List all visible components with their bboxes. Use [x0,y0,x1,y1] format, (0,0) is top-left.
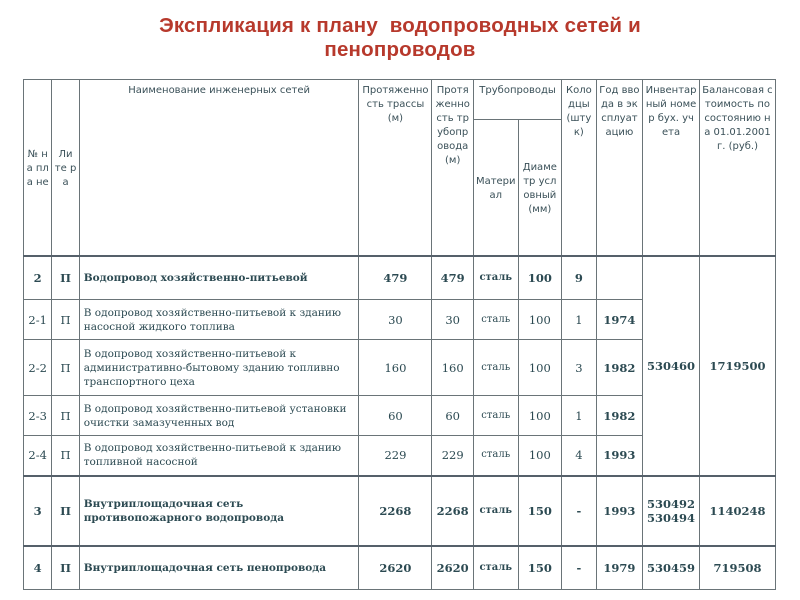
cell-inventory: 530459 [643,546,700,590]
header-num: № на пла не [24,80,52,256]
cell-route-length: 2268 [359,476,432,546]
cell-year: 1993 [596,436,643,476]
header-pipe-length: Протяженность трубопровода (м) [432,80,474,256]
cell-litera: П [52,300,79,340]
cell-name: Внутриплощадочная сеть пенопровода [79,546,359,590]
title-line-2: пенопроводов [324,38,476,61]
cell-diameter: 100 [518,340,562,396]
cell-wells: 4 [562,436,596,476]
cell-name: Водопровод хозяйственно-питьевой [79,256,359,300]
cell-balance-group: 1719500 [699,256,775,476]
cell-litera: П [52,436,79,476]
header-litera: Ли те ра [52,80,79,256]
header-diameter: Диаметр условный (мм) [518,120,562,256]
cell-diameter: 150 [518,476,562,546]
cell-num: 2-3 [24,396,52,436]
header-balance: Балансовая стоимость по состоянию на 01.01.2001г. (руб.) [699,80,775,256]
cell-inventory: 530492 530494 [643,476,700,546]
header-material: Материал [473,120,518,256]
cell-name: В одопровод хозяйственно-питьевой к зданию насосной жидкого топлива [79,300,359,340]
cell-year: 1993 [596,476,643,546]
cell-route-length: 60 [359,396,432,436]
cell-balance: 1140248 [699,476,775,546]
cell-pipe-length: 30 [432,300,474,340]
cell-material: сталь [473,396,518,436]
cell-route-length: 229 [359,436,432,476]
cell-year: 1979 [596,546,643,590]
cell-wells: 1 [562,300,596,340]
cell-litera: П [52,256,79,300]
cell-name: В одопровод хозяйственно-питьевой установки очистки замазученных вод [79,396,359,436]
title-line-1: Экспликация к плану водопроводных сетей и [159,14,641,37]
cell-litera: П [52,476,79,546]
cell-pipe-length: 160 [432,340,474,396]
explication-table [23,79,776,590]
cell-material: сталь [473,436,518,476]
header-row [24,80,776,120]
cell-wells: 9 [562,256,596,300]
cell-pipe-length: 2620 [432,546,474,590]
cell-num: 2 [24,256,52,300]
cell-name: В одопровод хозяйственно-питьевой к зданию топливной насосной [79,436,359,476]
cell-material: сталь [473,476,518,546]
header-pipelines: Трубопроводы [473,80,561,120]
cell-pipe-length: 229 [432,436,474,476]
cell-pipe-length: 479 [432,256,474,300]
cell-route-length: 160 [359,340,432,396]
cell-route-length: 479 [359,256,432,300]
cell-route-length: 30 [359,300,432,340]
cell-pipe-length: 2268 [432,476,474,546]
cell-pipe-length: 60 [432,396,474,436]
header-route-length: Протяженность трассы (м) [359,80,432,256]
cell-num: 2-4 [24,436,52,476]
cell-num: 3 [24,476,52,546]
table-row [24,476,776,546]
cell-num: 4 [24,546,52,590]
cell-route-length: 2620 [359,546,432,590]
cell-inventory-group: 530460 [643,256,700,476]
cell-litera: П [52,340,79,396]
cell-name: В одопровод хозяйственно-питьевой к административно-бытовому зданию топливно транспортного цеха [79,340,359,396]
cell-diameter: 100 [518,436,562,476]
cell-name: Внутриплощадочная сеть противопожарного водопровода [79,476,359,546]
cell-wells: - [562,546,596,590]
cell-material: сталь [473,300,518,340]
cell-year: 1982 [596,340,643,396]
cell-year: 1974 [596,300,643,340]
cell-litera: П [52,396,79,436]
cell-num: 2-1 [24,300,52,340]
header-year: Год ввода в эксплуатацию [596,80,643,256]
cell-year: 1982 [596,396,643,436]
page-title [0,14,800,62]
header-name: Наименование инженерных сетей [79,80,359,256]
cell-material: сталь [473,256,518,300]
cell-balance: 719508 [699,546,775,590]
cell-diameter: 100 [518,256,562,300]
header-inventory: Инвентарный номер бух. учета [643,80,700,256]
cell-num: 2-2 [24,340,52,396]
cell-wells: 3 [562,340,596,396]
cell-diameter: 150 [518,546,562,590]
cell-material: сталь [473,546,518,590]
cell-diameter: 100 [518,396,562,436]
table-row [24,256,776,300]
header-wells: Колодцы (штук) [562,80,596,256]
cell-litera: П [52,546,79,590]
table-row [24,546,776,590]
cell-wells: 1 [562,396,596,436]
cell-material: сталь [473,340,518,396]
cell-wells: - [562,476,596,546]
cell-year [596,256,643,300]
cell-diameter: 100 [518,300,562,340]
